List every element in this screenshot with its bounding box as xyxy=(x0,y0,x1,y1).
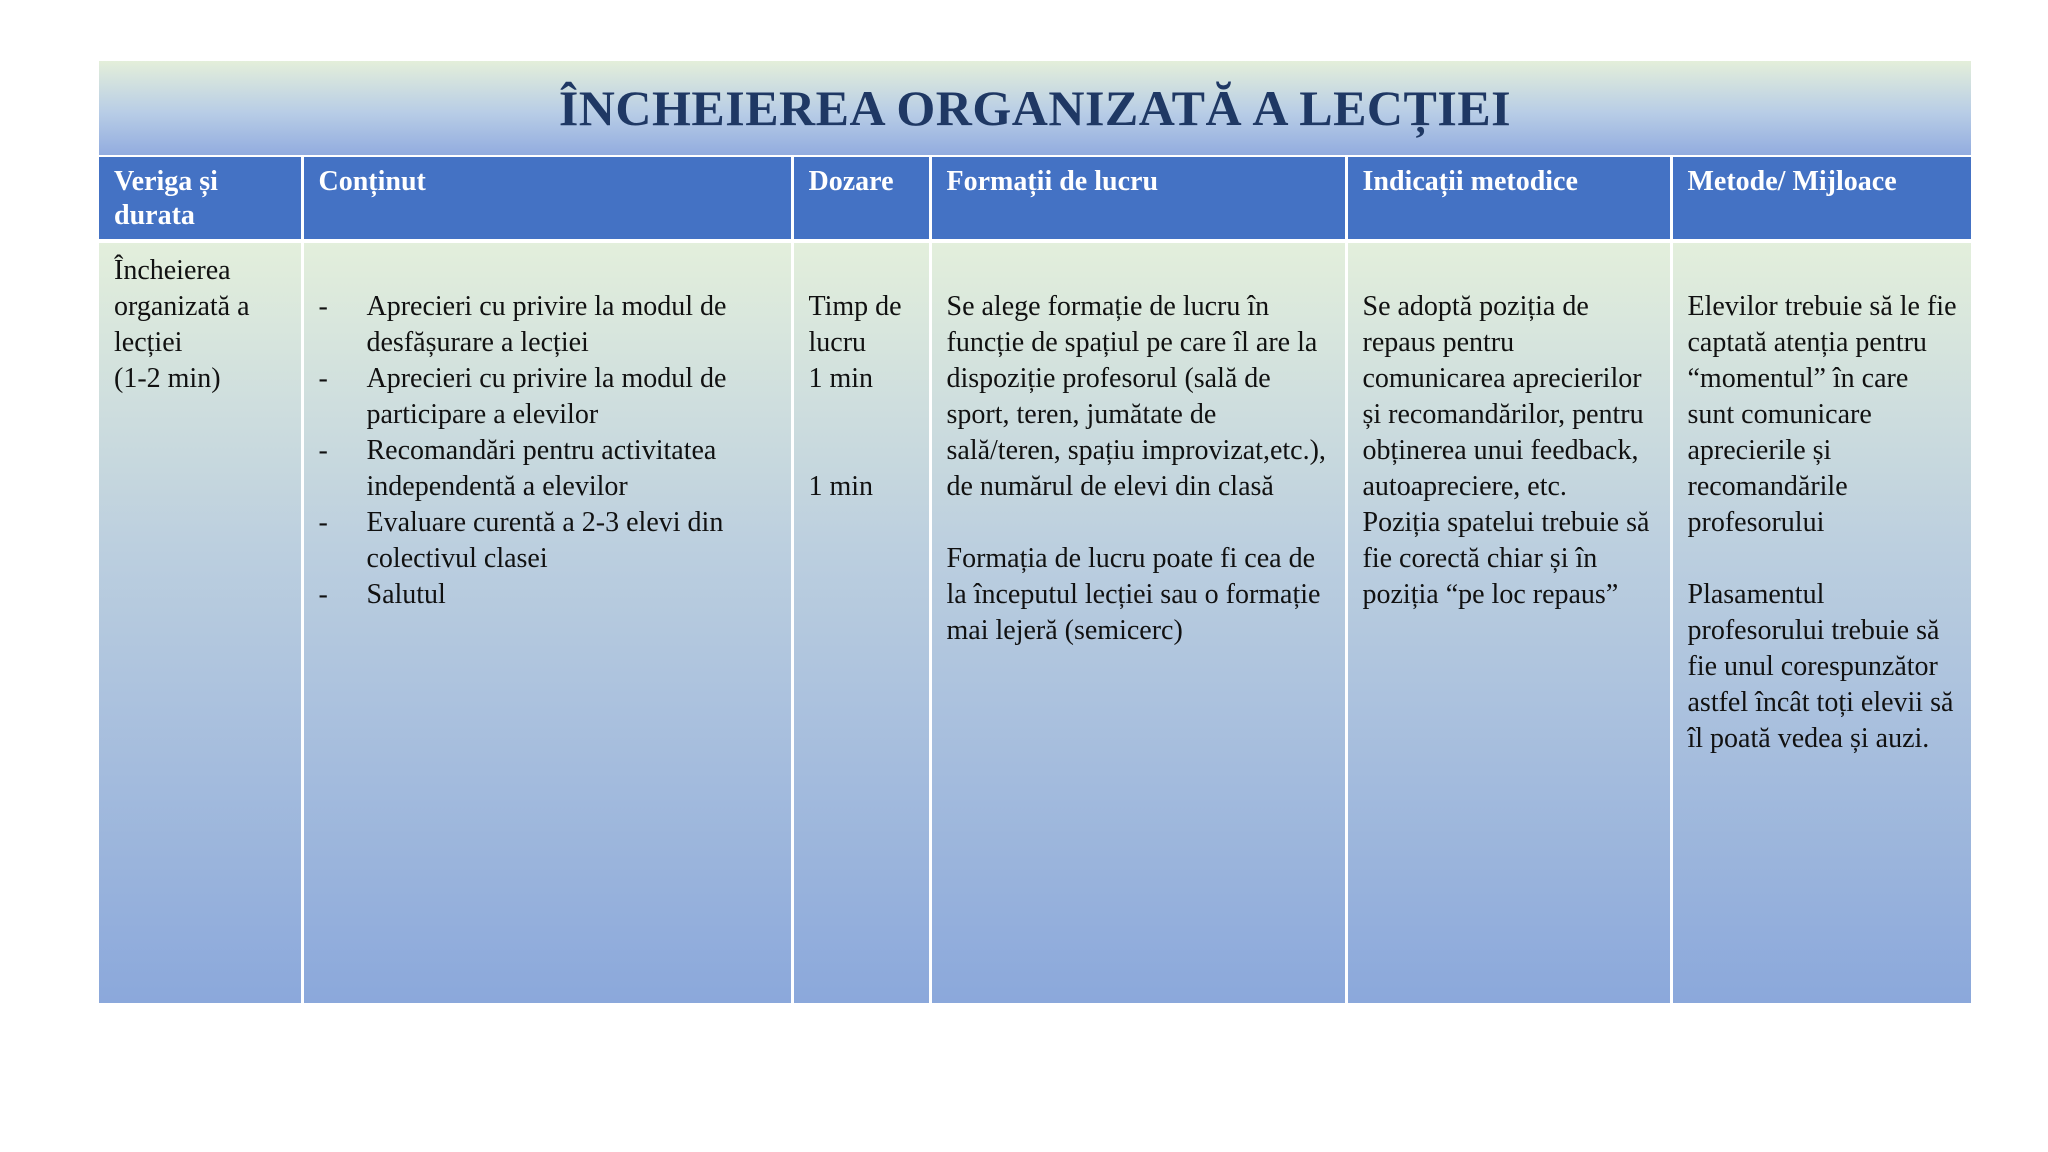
indicatii-text-2: Poziția spatelui trebuie să fie corectă chiar și în poziția “pe loc repaus” xyxy=(1362,507,1650,610)
cell-indicatii xyxy=(1346,241,1671,1003)
lesson-table xyxy=(99,157,1971,1003)
bullet-dash: - xyxy=(318,363,328,394)
list-item-text: Salutul xyxy=(366,579,446,610)
slide xyxy=(99,61,1971,1003)
metode-text-1: Elevilor trebuie să le fie captată atenția pentru “momentul” în care sunt comunicare aprecierile și recomandările profesorului xyxy=(1687,291,1957,538)
header-row xyxy=(99,157,1971,241)
cell-formatii xyxy=(930,241,1346,1003)
list-item xyxy=(319,505,779,577)
formatii-text-2: Formația de lucru poate fi cea de la începutul lecției sau o formație mai lejeră (semicerc) xyxy=(946,543,1321,646)
veriga-text: Încheierea organizată a lecției (1-2 min) xyxy=(114,255,250,394)
bullet-dash: - xyxy=(318,579,328,610)
cell-continut xyxy=(302,241,792,1003)
bullet-dash: - xyxy=(318,507,328,538)
header-dozare: Dozare xyxy=(792,157,930,241)
slide-title: ÎNCHEIEREA ORGANIZATĂ A LECȚIEI xyxy=(558,80,1512,136)
table-row xyxy=(99,241,1971,1003)
indicatii-text-1: Se adoptă poziția de repaus pentru comunicarea aprecierilor și recomandărilor, pentru obținerea unui feedback, autoapreciere, etc. xyxy=(1362,291,1644,502)
list-item-text: Aprecieri cu privire la modul de desfășurare a lecției xyxy=(366,291,727,358)
header-formatii: Formații de lucru xyxy=(930,157,1346,241)
list-item-text: Evaluare curentă a 2-3 elevi din colectivul clasei xyxy=(366,507,724,574)
list-item xyxy=(319,289,779,361)
list-item xyxy=(319,361,779,433)
list-item-text: Aprecieri cu privire la modul de participare a elevilor xyxy=(366,363,727,430)
header-continut: Conținut xyxy=(302,157,792,241)
metode-text-2: Plasamentul profesorului trebuie să fie unul corespunzător astfel încât toți elevii să îl poată vedea și auzi. xyxy=(1687,579,1954,754)
list-item xyxy=(319,577,779,613)
dozare-text-1: Timp de lucru 1 min xyxy=(808,291,902,394)
header-metode: Metode/ Mijloace xyxy=(1671,157,1971,241)
cell-metode xyxy=(1671,241,1971,1003)
header-veriga: Veriga și durata xyxy=(99,157,302,241)
list-item xyxy=(319,433,779,505)
cell-veriga xyxy=(99,241,302,1003)
cell-dozare xyxy=(792,241,930,1003)
bullet-dash: - xyxy=(318,291,328,322)
title-bar xyxy=(99,61,1971,155)
header-indicatii: Indicații metodice xyxy=(1346,157,1671,241)
continut-list xyxy=(319,289,779,613)
bullet-dash: - xyxy=(318,435,328,466)
dozare-text-2: 1 min xyxy=(808,471,874,502)
list-item-text: Recomandări pentru activitatea independentă a elevilor xyxy=(366,435,717,502)
formatii-text-1: Se alege formație de lucru în funcție de spațiul pe care îl are la dispoziție profesorul (sală de sport, teren, jumătate de sală/teren, spațiu improvizat,etc.), de numărul de elevi din clasă xyxy=(946,291,1326,502)
